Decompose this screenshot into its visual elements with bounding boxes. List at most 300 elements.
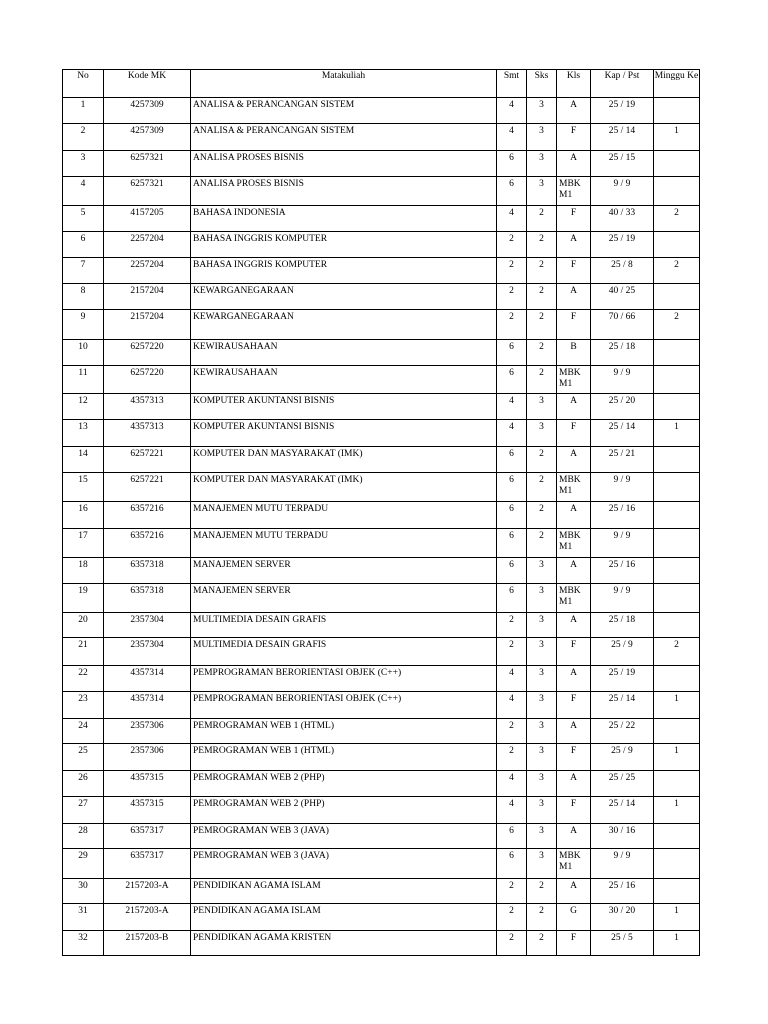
- cell-minggu-ke: [654, 284, 700, 310]
- cell-minggu-ke: [654, 366, 700, 394]
- cell-kap-pst: 25 / 8: [591, 258, 654, 284]
- table-row: [63, 879, 700, 904]
- cell-sks: 3: [527, 613, 557, 638]
- table-row: [63, 151, 700, 177]
- cell-kls: MBK M1: [557, 473, 591, 502]
- cell-no: 27: [63, 797, 104, 824]
- cell-smt: 4: [497, 692, 527, 719]
- table-row: [63, 638, 700, 666]
- cell-matakuliah: PEMROGRAMAN WEB 2 (PHP): [191, 797, 497, 824]
- cell-matakuliah: MULTIMEDIA DESAIN GRAFIS: [191, 638, 497, 666]
- cell-kls: F: [557, 420, 591, 447]
- cell-minggu-ke: [654, 447, 700, 473]
- cell-no: 10: [63, 340, 104, 366]
- cell-smt: 6: [497, 824, 527, 849]
- cell-matakuliah: MULTIMEDIA DESAIN GRAFIS: [191, 613, 497, 638]
- table-row: [63, 232, 700, 258]
- table-row: [63, 558, 700, 584]
- cell-sks: 3: [527, 797, 557, 824]
- cell-kode-mk: 2257204: [104, 232, 191, 258]
- cell-kode-mk: 2157203-B: [104, 931, 191, 956]
- cell-kap-pst: 25 / 19: [591, 232, 654, 258]
- header-sks: Sks: [527, 70, 557, 98]
- table-row: [63, 613, 700, 638]
- cell-kap-pst: 9 / 9: [591, 584, 654, 613]
- table-row: [63, 797, 700, 824]
- cell-matakuliah: ANALISA PROSES BISNIS: [191, 151, 497, 177]
- cell-kls: F: [557, 258, 591, 284]
- cell-sks: 3: [527, 420, 557, 447]
- cell-kls: A: [557, 98, 591, 124]
- cell-kap-pst: 9 / 9: [591, 529, 654, 558]
- cell-minggu-ke: [654, 666, 700, 692]
- table-row: [63, 824, 700, 849]
- cell-no: 14: [63, 447, 104, 473]
- cell-kap-pst: 25 / 5: [591, 931, 654, 956]
- cell-kap-pst: 30 / 20: [591, 904, 654, 931]
- cell-smt: 4: [497, 797, 527, 824]
- cell-sks: 2: [527, 879, 557, 904]
- cell-smt: 6: [497, 447, 527, 473]
- cell-no: 19: [63, 584, 104, 613]
- cell-no: 21: [63, 638, 104, 666]
- cell-sks: 3: [527, 666, 557, 692]
- cell-kode-mk: 2357304: [104, 638, 191, 666]
- cell-sks: 2: [527, 258, 557, 284]
- cell-smt: 4: [497, 771, 527, 797]
- cell-kls: MBK M1: [557, 366, 591, 394]
- cell-smt: 2: [497, 613, 527, 638]
- cell-kap-pst: 9 / 9: [591, 177, 654, 206]
- cell-sks: 2: [527, 284, 557, 310]
- cell-no: 7: [63, 258, 104, 284]
- cell-sks: 3: [527, 638, 557, 666]
- cell-no: 24: [63, 719, 104, 744]
- cell-minggu-ke: [654, 177, 700, 206]
- cell-kode-mk: 6357318: [104, 584, 191, 613]
- cell-kap-pst: 40 / 33: [591, 206, 654, 232]
- cell-kode-mk: 2357306: [104, 744, 191, 771]
- cell-kap-pst: 9 / 9: [591, 366, 654, 394]
- cell-kls: A: [557, 558, 591, 584]
- cell-kap-pst: 9 / 9: [591, 849, 654, 879]
- cell-no: 8: [63, 284, 104, 310]
- cell-smt: 6: [497, 529, 527, 558]
- cell-matakuliah: PEMROGRAMAN WEB 1 (HTML): [191, 719, 497, 744]
- cell-kls: F: [557, 692, 591, 719]
- cell-matakuliah: ANALISA PROSES BISNIS: [191, 177, 497, 206]
- cell-kls: MBK M1: [557, 529, 591, 558]
- cell-sks: 3: [527, 177, 557, 206]
- cell-kode-mk: 6257220: [104, 366, 191, 394]
- cell-minggu-ke: 1: [654, 931, 700, 956]
- cell-smt: 2: [497, 310, 527, 340]
- table-row: [63, 931, 700, 956]
- cell-kls: A: [557, 502, 591, 529]
- cell-minggu-ke: 2: [654, 638, 700, 666]
- cell-kls: A: [557, 613, 591, 638]
- cell-no: 16: [63, 502, 104, 529]
- table-row: [63, 719, 700, 744]
- cell-matakuliah: MANAJEMEN MUTU TERPADU: [191, 529, 497, 558]
- table-row: [63, 177, 700, 206]
- cell-matakuliah: MANAJEMEN MUTU TERPADU: [191, 502, 497, 529]
- cell-kap-pst: 70 / 66: [591, 310, 654, 340]
- table-row: [63, 744, 700, 771]
- cell-sks: 2: [527, 447, 557, 473]
- cell-kap-pst: 25 / 14: [591, 124, 654, 151]
- cell-kls: A: [557, 879, 591, 904]
- cell-no: 25: [63, 744, 104, 771]
- cell-kode-mk: 4257309: [104, 98, 191, 124]
- cell-kap-pst: 25 / 9: [591, 638, 654, 666]
- cell-kap-pst: 25 / 16: [591, 879, 654, 904]
- cell-kap-pst: 25 / 25: [591, 771, 654, 797]
- cell-kls: MBK M1: [557, 849, 591, 879]
- table-row: [63, 584, 700, 613]
- cell-matakuliah: PEMPROGRAMAN BERORIENTASI OBJEK (C++): [191, 666, 497, 692]
- cell-matakuliah: BAHASA INGGRIS KOMPUTER: [191, 232, 497, 258]
- cell-no: 11: [63, 366, 104, 394]
- cell-smt: 2: [497, 258, 527, 284]
- cell-kls: F: [557, 206, 591, 232]
- cell-sks: 3: [527, 558, 557, 584]
- cell-smt: 2: [497, 931, 527, 956]
- cell-minggu-ke: [654, 232, 700, 258]
- cell-smt: 2: [497, 284, 527, 310]
- cell-matakuliah: PEMPROGRAMAN BERORIENTASI OBJEK (C++): [191, 692, 497, 719]
- cell-kls: A: [557, 151, 591, 177]
- cell-kls: A: [557, 284, 591, 310]
- cell-smt: 4: [497, 98, 527, 124]
- cell-matakuliah: PENDIDIKAN AGAMA ISLAM: [191, 879, 497, 904]
- cell-kap-pst: 25 / 18: [591, 340, 654, 366]
- cell-matakuliah: PENDIDIKAN AGAMA ISLAM: [191, 904, 497, 931]
- cell-minggu-ke: [654, 849, 700, 879]
- cell-kode-mk: 4157205: [104, 206, 191, 232]
- cell-kap-pst: 9 / 9: [591, 473, 654, 502]
- cell-smt: 4: [497, 394, 527, 420]
- table-row: [63, 904, 700, 931]
- cell-no: 3: [63, 151, 104, 177]
- cell-minggu-ke: [654, 473, 700, 502]
- cell-minggu-ke: [654, 340, 700, 366]
- cell-minggu-ke: [654, 771, 700, 797]
- cell-sks: 2: [527, 931, 557, 956]
- table-row: [63, 366, 700, 394]
- cell-kode-mk: 6357318: [104, 558, 191, 584]
- cell-sks: 3: [527, 849, 557, 879]
- cell-no: 23: [63, 692, 104, 719]
- cell-smt: 4: [497, 206, 527, 232]
- cell-kode-mk: 6357317: [104, 824, 191, 849]
- cell-kode-mk: 4257309: [104, 124, 191, 151]
- cell-minggu-ke: [654, 558, 700, 584]
- cell-no: 4: [63, 177, 104, 206]
- cell-minggu-ke: [654, 98, 700, 124]
- cell-smt: 2: [497, 232, 527, 258]
- cell-kap-pst: 30 / 16: [591, 824, 654, 849]
- cell-minggu-ke: [654, 529, 700, 558]
- cell-sks: 2: [527, 340, 557, 366]
- cell-kode-mk: 2157203-A: [104, 904, 191, 931]
- cell-kode-mk: 6357216: [104, 529, 191, 558]
- cell-kls: A: [557, 666, 591, 692]
- cell-minggu-ke: [654, 502, 700, 529]
- cell-no: 5: [63, 206, 104, 232]
- cell-sks: 2: [527, 232, 557, 258]
- cell-no: 18: [63, 558, 104, 584]
- cell-kode-mk: 2157203-A: [104, 879, 191, 904]
- cell-minggu-ke: 2: [654, 310, 700, 340]
- cell-kls: A: [557, 771, 591, 797]
- cell-sks: 2: [527, 310, 557, 340]
- cell-kode-mk: 2157204: [104, 284, 191, 310]
- cell-kode-mk: 2357304: [104, 613, 191, 638]
- cell-matakuliah: MANAJEMEN SERVER: [191, 558, 497, 584]
- cell-matakuliah: ANALISA & PERANCANGAN SISTEM: [191, 98, 497, 124]
- header-kode-mk: Kode MK: [104, 70, 191, 98]
- cell-kls: G: [557, 904, 591, 931]
- cell-kls: F: [557, 124, 591, 151]
- cell-kode-mk: 2157204: [104, 310, 191, 340]
- cell-smt: 2: [497, 744, 527, 771]
- cell-kap-pst: 25 / 18: [591, 613, 654, 638]
- cell-sks: 3: [527, 394, 557, 420]
- header-smt: Smt: [497, 70, 527, 98]
- cell-kls: A: [557, 232, 591, 258]
- cell-no: 1: [63, 98, 104, 124]
- table-body: [63, 98, 700, 956]
- cell-minggu-ke: [654, 719, 700, 744]
- cell-kls: MBK M1: [557, 584, 591, 613]
- cell-no: 12: [63, 394, 104, 420]
- cell-matakuliah: KOMPUTER DAN MASYARAKAT (IMK): [191, 473, 497, 502]
- cell-smt: 6: [497, 584, 527, 613]
- cell-no: 22: [63, 666, 104, 692]
- cell-sks: 3: [527, 771, 557, 797]
- cell-smt: 4: [497, 420, 527, 447]
- cell-minggu-ke: [654, 824, 700, 849]
- cell-no: 31: [63, 904, 104, 931]
- cell-kode-mk: 2257204: [104, 258, 191, 284]
- cell-minggu-ke: 1: [654, 904, 700, 931]
- cell-kode-mk: 6257221: [104, 447, 191, 473]
- cell-kap-pst: 25 / 16: [591, 502, 654, 529]
- cell-matakuliah: PEMROGRAMAN WEB 1 (HTML): [191, 744, 497, 771]
- cell-kls: F: [557, 931, 591, 956]
- cell-kap-pst: 25 / 21: [591, 447, 654, 473]
- cell-kap-pst: 25 / 14: [591, 692, 654, 719]
- cell-kls: A: [557, 394, 591, 420]
- course-schedule-sheet: [62, 69, 700, 956]
- table-row: [63, 692, 700, 719]
- cell-minggu-ke: [654, 584, 700, 613]
- cell-no: 17: [63, 529, 104, 558]
- cell-kode-mk: 6257221: [104, 473, 191, 502]
- cell-kode-mk: 4357313: [104, 394, 191, 420]
- table-row: [63, 284, 700, 310]
- cell-kap-pst: 25 / 22: [591, 719, 654, 744]
- cell-kode-mk: 4357314: [104, 692, 191, 719]
- cell-matakuliah: PEMROGRAMAN WEB 2 (PHP): [191, 771, 497, 797]
- cell-smt: 6: [497, 366, 527, 394]
- cell-matakuliah: KEWARGANEGARAAN: [191, 310, 497, 340]
- cell-no: 30: [63, 879, 104, 904]
- cell-sks: 3: [527, 151, 557, 177]
- header-matakuliah: Matakuliah: [191, 70, 497, 98]
- cell-sks: 3: [527, 824, 557, 849]
- cell-kode-mk: 6357216: [104, 502, 191, 529]
- cell-matakuliah: MANAJEMEN SERVER: [191, 584, 497, 613]
- cell-kap-pst: 25 / 9: [591, 744, 654, 771]
- cell-matakuliah: BAHASA INDONESIA: [191, 206, 497, 232]
- cell-minggu-ke: 1: [654, 692, 700, 719]
- header-kls: Kls: [557, 70, 591, 98]
- cell-no: 28: [63, 824, 104, 849]
- cell-no: 26: [63, 771, 104, 797]
- header-row: [63, 70, 700, 98]
- cell-kap-pst: 25 / 14: [591, 797, 654, 824]
- cell-smt: 2: [497, 904, 527, 931]
- cell-smt: 6: [497, 558, 527, 584]
- table-row: [63, 473, 700, 502]
- cell-minggu-ke: 2: [654, 258, 700, 284]
- cell-sks: 2: [527, 904, 557, 931]
- header-minggu-ke: Minggu Ke: [654, 70, 700, 98]
- cell-smt: 6: [497, 151, 527, 177]
- cell-kls: A: [557, 447, 591, 473]
- cell-matakuliah: PEMROGRAMAN WEB 3 (JAVA): [191, 824, 497, 849]
- cell-smt: 4: [497, 666, 527, 692]
- cell-minggu-ke: 2: [654, 206, 700, 232]
- cell-no: 13: [63, 420, 104, 447]
- cell-smt: 4: [497, 124, 527, 151]
- cell-sks: 3: [527, 98, 557, 124]
- cell-kode-mk: 4357314: [104, 666, 191, 692]
- cell-kode-mk: 6257321: [104, 177, 191, 206]
- cell-smt: 6: [497, 849, 527, 879]
- table-row: [63, 420, 700, 447]
- cell-sks: 2: [527, 502, 557, 529]
- cell-minggu-ke: 1: [654, 420, 700, 447]
- cell-kls: B: [557, 340, 591, 366]
- cell-minggu-ke: [654, 879, 700, 904]
- cell-kap-pst: 25 / 14: [591, 420, 654, 447]
- cell-sks: 3: [527, 584, 557, 613]
- table-row: [63, 258, 700, 284]
- table-row: [63, 502, 700, 529]
- cell-matakuliah: PEMROGRAMAN WEB 3 (JAVA): [191, 849, 497, 879]
- cell-matakuliah: KOMPUTER AKUNTANSI BISNIS: [191, 394, 497, 420]
- table-row: [63, 340, 700, 366]
- cell-no: 2: [63, 124, 104, 151]
- cell-sks: 3: [527, 692, 557, 719]
- cell-kode-mk: 4357313: [104, 420, 191, 447]
- cell-kode-mk: 2357306: [104, 719, 191, 744]
- cell-matakuliah: BAHASA INGGRIS KOMPUTER: [191, 258, 497, 284]
- cell-smt: 6: [497, 502, 527, 529]
- cell-matakuliah: KOMPUTER AKUNTANSI BISNIS: [191, 420, 497, 447]
- cell-kls: F: [557, 744, 591, 771]
- cell-kode-mk: 4357315: [104, 771, 191, 797]
- cell-kap-pst: 25 / 15: [591, 151, 654, 177]
- header-kap-pst: Kap / Pst: [591, 70, 654, 98]
- cell-sks: 3: [527, 744, 557, 771]
- table-row: [63, 98, 700, 124]
- cell-kap-pst: 25 / 20: [591, 394, 654, 420]
- cell-kls: F: [557, 310, 591, 340]
- cell-matakuliah: KEWIRAUSAHAAN: [191, 366, 497, 394]
- cell-kls: A: [557, 719, 591, 744]
- cell-no: 20: [63, 613, 104, 638]
- cell-kls: MBK M1: [557, 177, 591, 206]
- table-row: [63, 394, 700, 420]
- cell-matakuliah: PENDIDIKAN AGAMA KRISTEN: [191, 931, 497, 956]
- table-row: [63, 310, 700, 340]
- cell-kap-pst: 25 / 19: [591, 98, 654, 124]
- cell-kode-mk: 6357317: [104, 849, 191, 879]
- table-row: [63, 666, 700, 692]
- cell-sks: 2: [527, 473, 557, 502]
- cell-matakuliah: ANALISA & PERANCANGAN SISTEM: [191, 124, 497, 151]
- cell-matakuliah: KEWARGANEGARAAN: [191, 284, 497, 310]
- cell-kls: A: [557, 824, 591, 849]
- cell-matakuliah: KEWIRAUSAHAAN: [191, 340, 497, 366]
- cell-smt: 2: [497, 879, 527, 904]
- cell-kode-mk: 6257321: [104, 151, 191, 177]
- cell-kls: F: [557, 638, 591, 666]
- cell-no: 29: [63, 849, 104, 879]
- cell-smt: 6: [497, 473, 527, 502]
- cell-minggu-ke: 1: [654, 744, 700, 771]
- cell-kap-pst: 40 / 25: [591, 284, 654, 310]
- table-row: [63, 849, 700, 879]
- cell-no: 6: [63, 232, 104, 258]
- cell-minggu-ke: [654, 613, 700, 638]
- cell-kap-pst: 25 / 19: [591, 666, 654, 692]
- cell-sks: 2: [527, 206, 557, 232]
- cell-no: 15: [63, 473, 104, 502]
- cell-minggu-ke: 1: [654, 797, 700, 824]
- table-row: [63, 447, 700, 473]
- cell-sks: 3: [527, 124, 557, 151]
- table-row: [63, 771, 700, 797]
- cell-minggu-ke: [654, 151, 700, 177]
- table-row: [63, 529, 700, 558]
- cell-kode-mk: 4357315: [104, 797, 191, 824]
- table-row: [63, 206, 700, 232]
- table-row: [63, 124, 700, 151]
- cell-kap-pst: 25 / 16: [591, 558, 654, 584]
- cell-smt: 6: [497, 177, 527, 206]
- course-table: [62, 69, 700, 956]
- cell-smt: 2: [497, 719, 527, 744]
- cell-kode-mk: 6257220: [104, 340, 191, 366]
- header-no: No: [63, 70, 104, 98]
- cell-smt: 2: [497, 638, 527, 666]
- cell-sks: 2: [527, 366, 557, 394]
- cell-sks: 2: [527, 529, 557, 558]
- cell-no: 9: [63, 310, 104, 340]
- cell-no: 32: [63, 931, 104, 956]
- cell-minggu-ke: 1: [654, 124, 700, 151]
- cell-matakuliah: KOMPUTER DAN MASYARAKAT (IMK): [191, 447, 497, 473]
- cell-smt: 6: [497, 340, 527, 366]
- cell-kls: F: [557, 797, 591, 824]
- cell-minggu-ke: [654, 394, 700, 420]
- cell-sks: 3: [527, 719, 557, 744]
